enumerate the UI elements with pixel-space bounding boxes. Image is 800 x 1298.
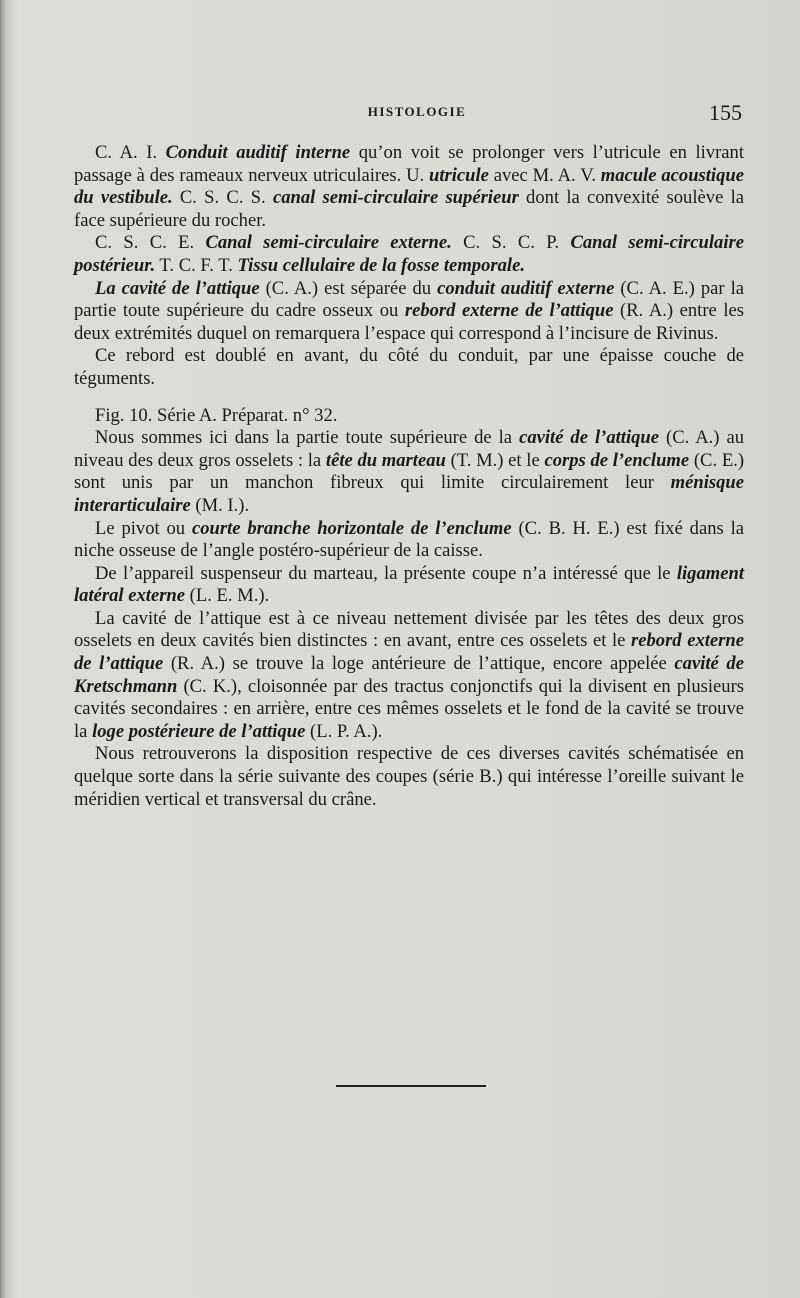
- text-run: (C. A.) au niveau des deux gros osselets : la: [74, 427, 745, 471]
- text-run: (C. B. H. E.) est fixé dans la niche osseuse de l’angle postéro-supérieur de la caisse.: [74, 517, 744, 562]
- italic-term: Canal semi-circulaire externe.: [205, 232, 452, 254]
- italic-term: Tissu cellulaire de la fosse temporale.: [237, 254, 525, 276]
- paragraph: [74, 563, 744, 608]
- section-rule: [336, 1085, 486, 1087]
- text-run: T. C. F. T.: [155, 254, 238, 276]
- text-run: (R. A.) se trouve la loge antérieure de l’attique, encore appelée: [163, 653, 675, 675]
- text-run: Nous retrouverons la disposition respective de ces diverses cavités schématisée en quelque sorte dans la série suivante des coupes (série B.) qui intéresse l’oreille suivant le méridien vertical et transversal du crâne.: [74, 743, 744, 810]
- text-run: C. S. C. S.: [172, 187, 273, 209]
- italic-term: La cavité de l’attique: [95, 277, 260, 299]
- text-run: La cavité de l’attique est à ce niveau nettement divisée par les têtes des deux gros osselets en deux cavités bien distinctes : en avant, entre ces osselets et le: [74, 607, 744, 652]
- text-run: De l’appareil suspenseur du marteau, la présente coupe n’a intéressé que le: [95, 562, 677, 584]
- italic-term: canal semi-circulaire supérieur: [272, 187, 519, 209]
- text-run: (C. K.), cloisonnée par des tractus conjonctifs qui la divisent en plusieurs cavités secondaires : en arrière, entre ces mêmes osselets et le fond de la cavité se trouve la: [74, 675, 744, 742]
- text-run: (L. E. M.).: [185, 585, 270, 607]
- italic-term: ligament latéral externe: [74, 562, 744, 607]
- italic-term: cavité de l’attique: [519, 427, 660, 449]
- text-run: (C. A. E.) par la partie toute supérieure du cadre osseux ou: [74, 277, 744, 322]
- paragraph: [74, 278, 744, 346]
- text-run: (C. E.) sont unis par un manchon fibreux qui limite circulairement leur: [74, 449, 745, 494]
- text-run: C. S. C. E.: [95, 232, 206, 254]
- running-title: HISTOLOGIE: [367, 104, 467, 119]
- body-text: [74, 142, 744, 811]
- italic-term: rebord externe de l’attique: [404, 300, 614, 322]
- paragraph: [74, 142, 744, 232]
- text-run: C. A. I.: [95, 142, 166, 163]
- page-header: [92, 100, 742, 130]
- text-run: Le pivot ou: [95, 517, 192, 539]
- text-run: (M. I.).: [190, 494, 250, 516]
- text-run: Ce rebord est doublé en avant, du côté du conduit, par une épaisse couche de téguments.: [74, 345, 744, 389]
- italic-term: macule acoustique du vestibule.: [74, 164, 744, 209]
- text-run: qu’on voit se prolonger vers l’utricule en livrant passage à des rameaux nerveux utriculaires. U.: [74, 142, 745, 186]
- italic-term: Conduit auditif interne: [165, 142, 351, 163]
- text-run: avec M. A. V.: [488, 164, 601, 186]
- paragraph: [74, 743, 744, 811]
- italic-term: loge postérieure de l’attique: [92, 720, 306, 742]
- italic-term: cavité de Kretschmann: [74, 653, 744, 697]
- text-run: Fig. 10. Série A. Préparat. n° 32.: [95, 404, 338, 426]
- paragraph: [74, 405, 744, 428]
- paragraph: [74, 608, 744, 744]
- italic-term: Canal semi-circulaire postérieur.: [74, 232, 745, 276]
- text-run: (C. A.) est séparée du: [259, 277, 438, 299]
- page-number: 155: [709, 100, 742, 125]
- italic-term: utricule: [428, 164, 489, 186]
- italic-term: conduit auditif externe: [437, 277, 615, 299]
- paragraph: [74, 427, 744, 517]
- italic-term: courte branche horizontale de l’enclume: [191, 517, 512, 539]
- italic-term: ménisque interarticulaire: [74, 472, 744, 516]
- paragraph: [74, 345, 744, 390]
- italic-term: tête du marteau: [325, 449, 446, 471]
- text-run: C. S. C. P.: [451, 232, 571, 254]
- text-run: Nous sommes ici dans la partie toute supérieure de la: [95, 427, 520, 449]
- text-run: (L. P. A.).: [305, 720, 383, 742]
- paragraph: [74, 232, 744, 277]
- text-run: (T. M.) et le: [445, 449, 545, 471]
- italic-term: corps de l’enclume: [544, 449, 690, 471]
- text-run: (R. A.) entre les deux extrémités duquel on remarquera l’espace qui correspond à l’incisure de Rivinus.: [74, 300, 744, 344]
- italic-term: rebord externe de l’attique: [74, 630, 744, 675]
- paragraph: [74, 518, 744, 563]
- text-run: dont la convexité soulève la face supérieure du rocher.: [74, 187, 744, 231]
